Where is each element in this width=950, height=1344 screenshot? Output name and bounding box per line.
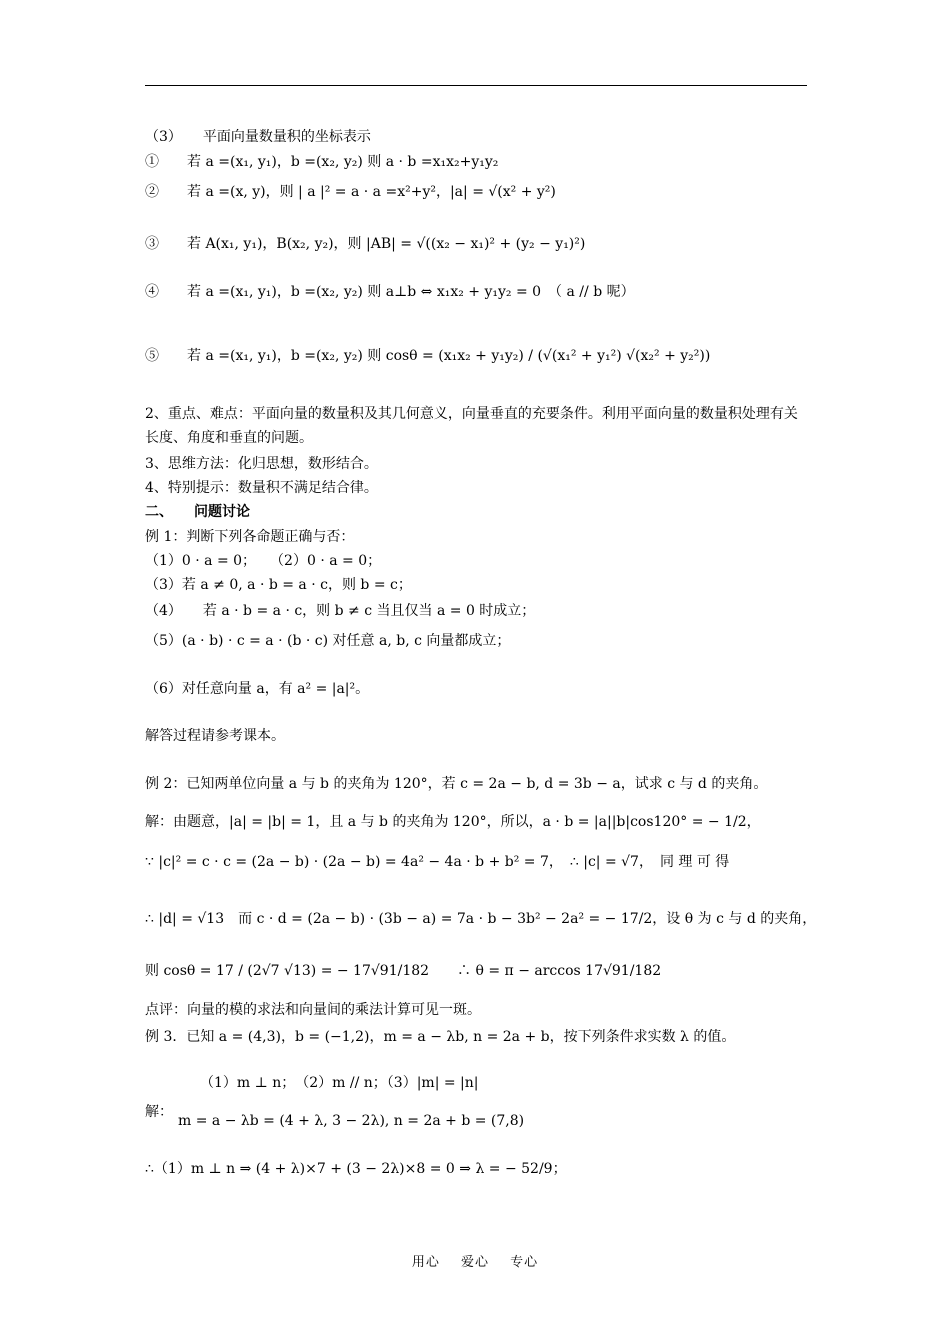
example-1-item-3: （3）若 a ≠ 0, a · b = a · c，则 b = c； [145, 577, 412, 593]
example-3-title: 例 3．已知 a = (4,3)，b = (−1,2)，m = a − λb, n = 2a + b，按下列条件求实数 λ 的值。 [145, 1029, 736, 1045]
example-1-item-5: （5）(a · b) · c = a · (b · c) 对任意 a, b, c 向量都成立； [145, 633, 511, 649]
footer-word-1: 用心 [411, 1255, 440, 1270]
formula-4: ④ 若 a =(x₁, y₁)，b =(x₂, y₂) 则 a⊥b ⇔ x₁x₂ + y₁y₂ = 0 （ a // b 呢） [145, 284, 635, 300]
example-2-solution-1: 解：由题意，|a| = |b| = 1，且 a 与 b 的夹角为 120°，所以，a · b = |a||b|cos120° = − 1/2， [145, 814, 761, 830]
example-1-item-4: （4） 若 a · b = a · c，则 b ≠ c 当且仅当 a = 0 时成立； [145, 603, 536, 619]
example-3-solution-1: m = a − λb = (4 + λ, 3 − 2λ), n = 2a + b = (7,8) [178, 1113, 525, 1129]
formula-2: ② 若 a =(x, y)，则 | a |² = a · a =x²+y²，|a| = √(x² + y²) [145, 184, 556, 200]
section-title: （3） 平面向量数量积的坐标表示 [145, 129, 371, 145]
answer-reference: 解答过程请参考课本。 [145, 728, 285, 744]
special-note: 4、特别提示：数量积不满足结合律。 [145, 480, 378, 496]
example-1-title: 例 1：判断下列各命题正确与否： [145, 529, 355, 545]
header-rule [145, 85, 807, 86]
method: 3、思维方法：化归思想，数形结合。 [145, 456, 378, 472]
example-1-item-1-2: （1）0 · a = 0； （2）0 · a = 0； [145, 553, 382, 569]
section-heading-2: 二、 问题讨论 [145, 504, 250, 520]
page-footer [0, 1251, 950, 1270]
example-2-solution-4: 则 cosθ = 17 / (2√7 √13) = − 17√91/182 ∴ θ = π − arccos 17√91/182 [145, 963, 662, 979]
example-3-conditions: （1）m ⊥ n； （2）m // n；（3）|m| = |n| [200, 1075, 479, 1091]
example-3-solution-label: 解： [145, 1104, 173, 1120]
formula-1: ① 若 a =(x₁, y₁)，b =(x₂, y₂) 则 a · b =x₁x₂+y₁y₂ [145, 154, 499, 170]
example-2-solution-2: ∵ |c|² = c · c = (2a − b) · (2a − b) = 4a² − 4a · b + b² = 7， ∴ |c| = √7， 同 理 可 得 [145, 854, 730, 870]
example-2-solution-3: ∴ |d| = √13 而 c · d = (2a − b) · (3b − a) = 7a · b − 3b² − 2a² = − 17/2，设 θ 为 c 与 d 的夹角， [145, 911, 817, 927]
footer-word-3: 专心 [510, 1255, 539, 1270]
comment: 点评：向量的模的求法和向量间的乘法计算可见一斑。 [145, 1002, 481, 1018]
example-1-item-6: （6）对任意向量 a，有 a² = |a|²。 [145, 681, 370, 697]
formula-5: ⑤ 若 a =(x₁, y₁)，b =(x₂, y₂) 则 cosθ = (x₁x₂ + y₁y₂) / (√(x₁² + y₁²) √(x₂² + y₂²)) [145, 348, 711, 364]
footer-word-2: 爱心 [460, 1255, 489, 1270]
example-3-solution-2: ∴（1）m ⊥ n ⇒ (4 + λ)×7 + (3 − 2λ)×8 = 0 ⇒ λ = − 52/9； [145, 1161, 567, 1177]
example-2-title: 例 2：已知两单位向量 a 与 b 的夹角为 120°，若 c = 2a − b, d = 3b − a，试求 c 与 d 的夹角。 [145, 776, 768, 792]
key-points: 2、重点、难点：平面向量的数量积及其几何意义，向量垂直的充要条件。利用平面向量的数量积处理有关长度、角度和垂直的问题。 [145, 406, 798, 446]
formula-3: ③ 若 A(x₁, y₁)，B(x₂, y₂)，则 |AB| = √((x₂ − x₁)² + (y₂ − y₁)²) [145, 236, 586, 252]
